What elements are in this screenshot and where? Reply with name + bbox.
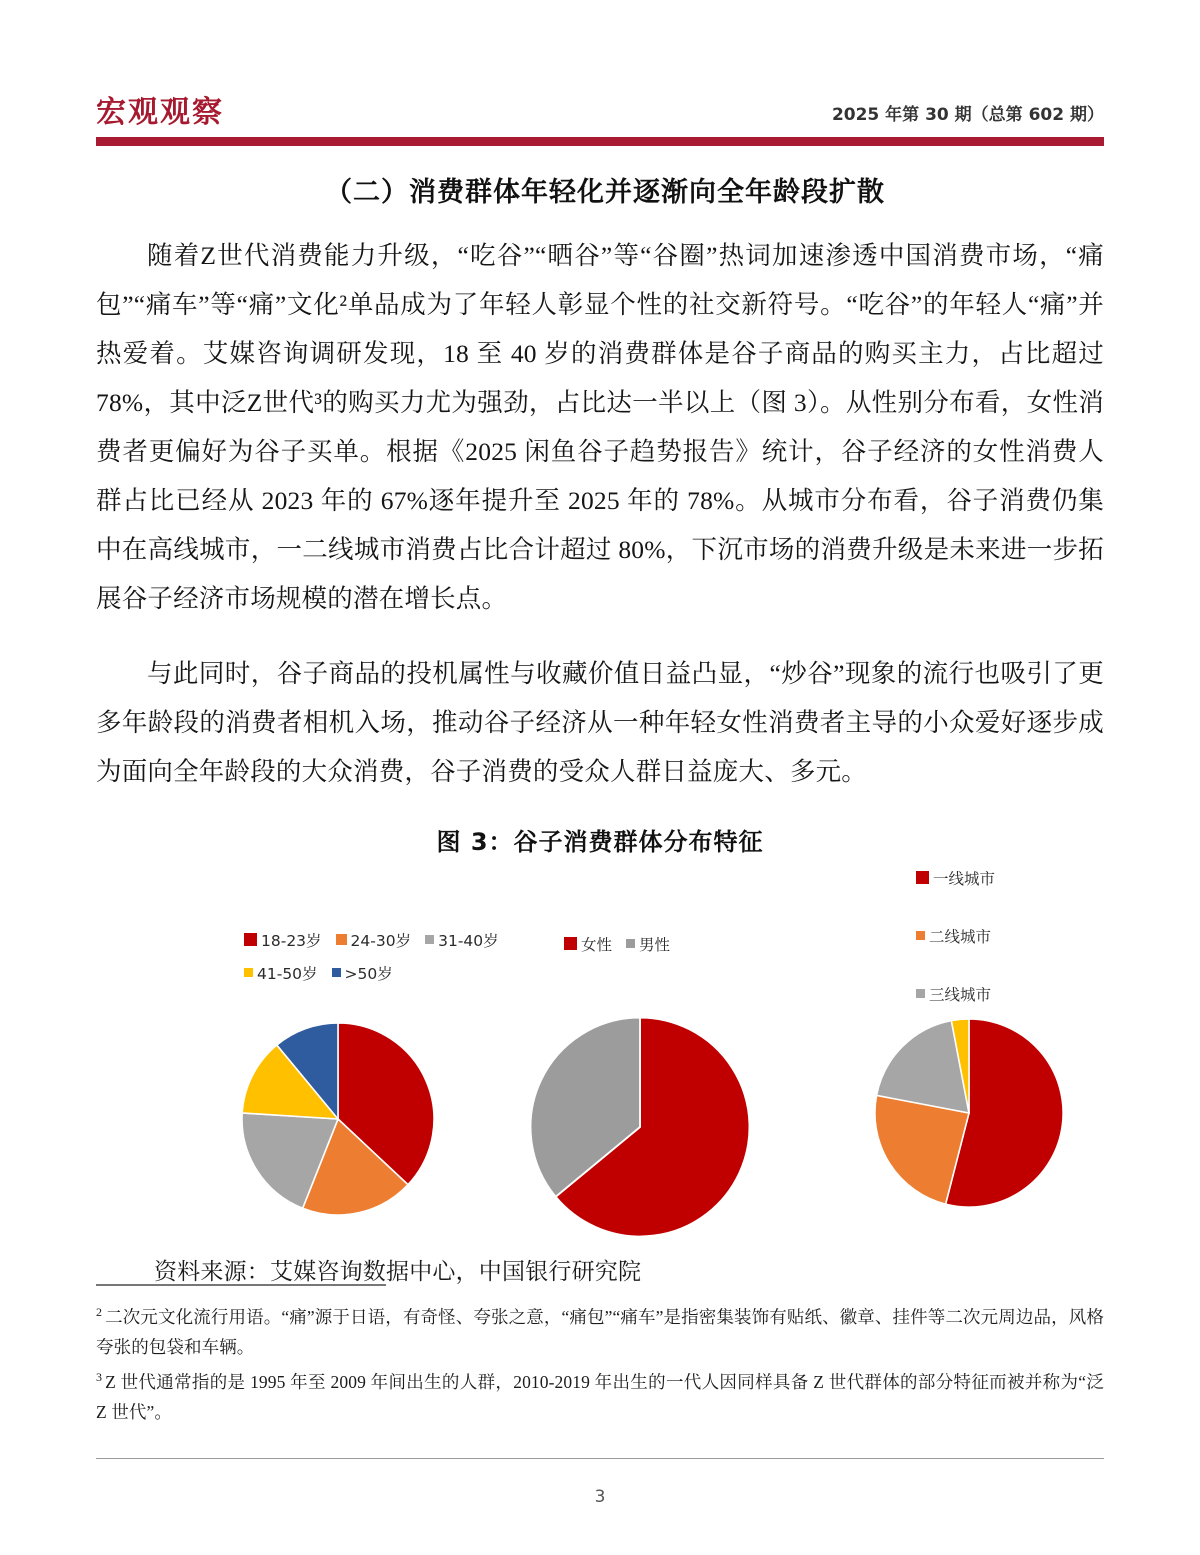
legend-swatch-41-50 — [244, 968, 253, 977]
body-paragraph-2: 与此同时，谷子商品的投机属性与收藏价值日益凸显，“炒谷”现象的流行也吸引了更多年龄段的消费者相机入场，推动谷子经济从一种年轻女性消费者主导的小众爱好逐步成为面向全年龄段的大众消费，谷子消费的受众人群日益庞大、多元。 — [96, 658, 1104, 786]
legend-swatch-female — [564, 937, 577, 950]
legend-item-24-30 — [336, 929, 412, 951]
pie-age-graphic — [238, 1019, 438, 1224]
publication-title: 宏观观察 — [96, 95, 224, 130]
page-header — [96, 0, 1104, 128]
footer-divider-rule — [96, 1458, 1104, 1459]
header-divider-rule — [96, 137, 1104, 146]
legend-item-18-23 — [244, 929, 322, 951]
legend-item-31-40 — [425, 929, 499, 951]
legend-label-male: 男性 — [639, 935, 671, 954]
legend-item-tier2 — [916, 925, 1116, 947]
legend-label-41-50: 41-50岁 — [257, 964, 318, 983]
figure-3 — [96, 822, 1104, 1286]
figure-source-note: 资料来源：艾媒咨询数据中心，中国银行研究院 — [154, 1258, 642, 1284]
legend-item-over-50 — [332, 962, 393, 984]
legend-label-18-23: 18-23岁 — [261, 931, 322, 950]
pie-gender-svg — [526, 1013, 754, 1241]
legend-swatch-tier2 — [916, 931, 925, 940]
figure-charts-row — [96, 867, 1104, 1237]
legend-label-female: 女性 — [581, 935, 613, 954]
footnote-2 — [96, 1297, 1104, 1362]
footnote-3-text: Z 世代通常指的是 1995 年至 2009 年间出生的人群，2010-2019 年出生的一代人因同样具备 Z 世代群体的部分特征而被并称为“泛 Z 世代”。 — [96, 1372, 1104, 1422]
pie-city-graphic — [871, 1015, 1067, 1216]
footnote-divider-rule — [96, 1284, 386, 1286]
legend-label-tier1: 一线城市 — [933, 869, 996, 888]
figure-title: 图 3：谷子消费群体分布特征 — [436, 827, 764, 856]
pie-age-svg — [238, 1019, 438, 1219]
pie-city-svg — [871, 1015, 1067, 1211]
legend-swatch-24-30 — [336, 934, 347, 945]
legend-age-row-1 — [244, 929, 524, 951]
legend-swatch-over-50 — [332, 968, 341, 977]
legend-age — [244, 929, 524, 984]
pie-gender-graphic — [526, 1013, 754, 1246]
legend-label-over-50: >50岁 — [344, 964, 393, 983]
legend-label-31-40: 31-40岁 — [438, 931, 499, 950]
legend-label-tier3: 三线城市 — [929, 985, 992, 1004]
legend-age-row-2 — [244, 962, 524, 984]
section-heading: （二）消费群体年轻化并逐渐向全年龄段扩散 — [325, 177, 885, 208]
legend-swatch-tier3 — [916, 989, 925, 998]
footnote-2-text: 二次元文化流行用语。“痛”源于日语，有奇怪、夸张之意，“痛包”“痛车”是指密集装饰有贴纸、徽章、挂件等二次元周边品，风格夸张的包袋和车辆。 — [96, 1307, 1104, 1358]
legend-city — [916, 867, 1116, 1005]
legend-item-tier3 — [916, 983, 1116, 1005]
page-number: 3 — [594, 1487, 606, 1507]
body-paragraph-1: 随着Z世代消费能力升级，“吃谷”“晒谷”等“谷圈”热词加速渗透中国消费市场，“痛包”“痛车”等“痛”文化²单品成为了年轻人彰显个性的社交新符号。“吃谷”的年轻人“痛”并热爱着。艾媒咨询调研发现，18 至 40 岁的消费群体是谷子商品的购买主力，占比超过 78%，其中泛Z世代³的购买力尤为强劲，占比达一半以上（图 3）。从性别分布看，女性消费者更偏好为谷子买单。根据《2025 闲鱼谷子趋势报告》统计，谷子经济的女性消费人群占比已经从 2023 年的 67%逐年提升至 2025 年的 78%。从城市分布看，谷子消费仍集中在高线城市，一二线城市消费占比合计超过 80%，下沉市场的消费升级是未来进一步拓展谷子经济市场规模的潜在增长点。 — [96, 241, 1104, 613]
footnote-3 — [96, 1362, 1104, 1427]
legend-label-24-30: 24-30岁 — [350, 931, 412, 950]
legend-item-41-50 — [244, 962, 318, 984]
legend-gender-row — [564, 933, 794, 955]
legend-swatch-18-23 — [244, 933, 257, 946]
issue-number: 2025 年第 30 期（总第 602 期） — [831, 105, 1104, 125]
footnote-2-marker: 2 — [96, 1305, 103, 1320]
legend-gender — [564, 933, 794, 955]
legend-swatch-31-40 — [425, 935, 434, 944]
legend-swatch-male — [626, 939, 635, 948]
footnote-area — [96, 1284, 1104, 1427]
legend-item-female — [564, 933, 612, 955]
legend-item-tier1 — [916, 867, 1116, 889]
footnote-3-marker: 3 — [96, 1370, 103, 1385]
legend-item-male — [626, 933, 670, 955]
legend-swatch-tier1 — [916, 871, 929, 884]
legend-label-tier2: 二线城市 — [929, 927, 992, 946]
